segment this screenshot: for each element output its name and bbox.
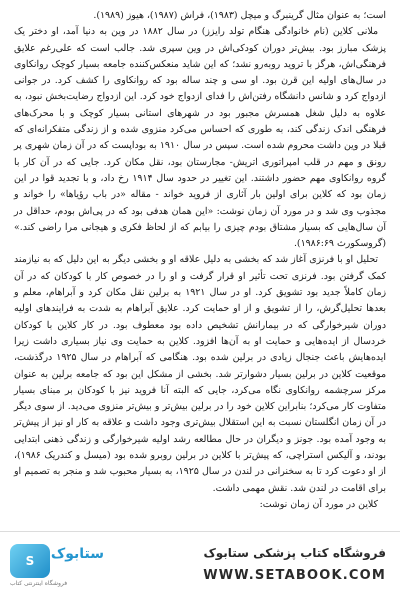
store-url-link[interactable]: WWW.SETABOOK.COM <box>203 568 386 583</box>
logo-wordmark: ستابوک <box>50 546 104 562</box>
body-text <box>14 8 386 513</box>
setabook-logo[interactable] <box>10 544 104 587</box>
store-title: فروشگاه کتاب پزشکی ستابوک <box>203 546 386 560</box>
logo-tagline: فروشگاه اینترنتی کتاب <box>10 580 68 587</box>
closing-line: کلاین در مورد آن زمان نوشت: <box>259 498 378 510</box>
paragraph-klein-biography: ملانی کلاین (نام خانوادگی هنگام تولد رایزز) در سال ۱۸۸۲ در وین به دنیا آمد، او دختر یک پزشک مبارز بود. بیش‌تر دوران کودکی‌اش در وین سپری شد. جالب است که علی‌رغم علایق فرهنگی‌اش، هرگز با تروید روبه‌رو نشد؛ که این شاید منعکس‌کننده جامعه بسیار کوچک روانکاوی در سال‌های اولیه این قرن بود. او سی و چند ساله بود که روانکاوی را کشف کرد. در جوانی ازدواج کرد و شانس دانشگاه رفتن‌اش را فدای ازدواج خود کرد. این ازدواج رضایت‌بخش نبود، به علاوه به دلیل شغل همسرش مجبور بود در شهرهای استانی بسیار کوچک و با محرک‌های فرهنگی اندک زندگی کند، به طوری که احساس می‌کرد منزوی شده و از زندگی متفکرانه‌ای که قبلا در وین داشت محروم شده است. سپس در سال ۱۹۱۰ به بوداپست که در آن زمان شهری پر رونق و مهم در قلب امپراتوری اتریش- مجارستان بود، نقل مکان کرد. جایی که در آن کار با گروه روانکاوی مهم حضور داشتند. این تغییر در حدود سال ۱۹۱۴ رخ داد، و با تجدید قوا در این زمان بود که کلاین برای اولین بار آثاری از فروید خواند - مقاله «در باب رؤیاها» را خواند و مجذوب وی شد و در مورد آن زمان نوشت: «این همان هدفی بود که در پی‌اش بودم، حداقل در آن سال‌هایی که بسیار مشتاق بودم چیزی را بیابم که از لحاظ فکری و هیجانی مرا راضی کند.» (گروسکورث ۱۹۸۶:۶۹). <box>14 26 387 250</box>
paragraph-analysis-berlin: تحلیل او با فرنزی آغاز شد که بخشی به دلیل علاقه او و بخشی دیگر به این دلیل که به نیازمند کمک گرفتن بود. فرنزی تحت تأثیر او قرار گرفت و او را در خصوص کار با کودکان که در آن زمان کاملاً جدید بود تشویق کرد. او در سال ۱۹۲۱ به برلین نقل مکان کرد و آبراهام، معلم و بعدها تحلیل‌گرش، را از تشویق و از او حمایت کرد. علایق آبراهام به شدت به فرایندهای اولیه دوران شیرخوارگی که در بیمارانش تشخیص داده بود معطوف بود. در کار کلاین با کودکان خردسال از ایده‌هایی و حمایت او به آن‌ها افزود. کلاین به حمایت وی نیاز بسیاری داشت زیرا ایده‌هایش باعث جنجال زیادی در برلین شده بود. هنگامی که آبراهام در سال ۱۹۲۵ درگذشت، موقعیت کلاین در برلین بسیار دشوارتر شد. بخشی از مشکل این بود که جامعه برلین به عنوان مرکز سرچشمه روانکاوی نگاه می‌کرد، جایی که البته آنا فروید نیز با کودکان بر مبنای بسیار متفاوت کار می‌کرد؛ بنابراین کلاین خود را در برلین بیش‌تر و بیش‌تر منزوی می‌دید. از سوی دیگر در آن زمان انگلستان نسبت به این استقلال بیش‌تری وجود داشت و علاقه به کار او نیز از پیش‌تر به وجود آمده بود. جونز و دیگران در حال مطالعه رشد اولیه شیرخوارگی و زندگی ذهنی ابتدایی بودند، و آلیکس استراچی، که پیش‌تر با کلاین در برلین روبرو شده بود (میسل و کندریک ۱۹۸۶)، از او دعوت کرد تا به سخنرانی در لندن در سال ۱۹۲۵، به بسیار محبوب شد و منجر به تصمیم او برای اقامت در لندن شد. نقش مهمی داشت. <box>14 254 387 494</box>
logo-badge-icon: S <box>10 544 50 578</box>
footer-banner <box>0 531 400 592</box>
first-line: است؛ به عنوان مثال گرینبرگ و میچل (۱۹۸۳)، فراش (۱۹۸۷)، هیوز (۱۹۸۹). <box>93 10 386 21</box>
